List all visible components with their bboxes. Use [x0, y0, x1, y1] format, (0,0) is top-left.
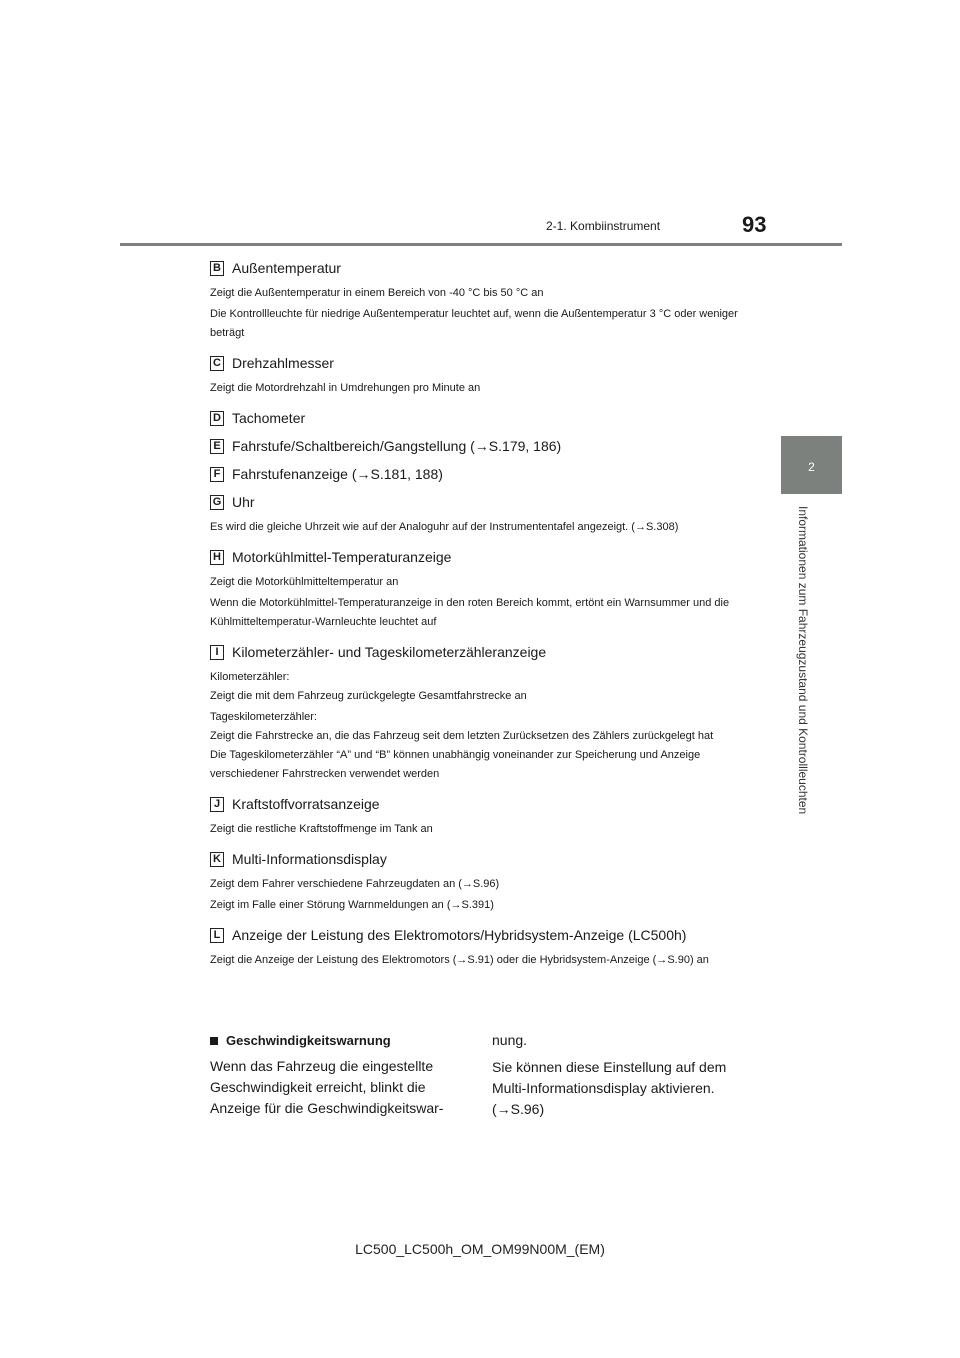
item-letter-badge: I — [210, 645, 224, 660]
item-description: Zeigt die Motorkühlmitteltemperatur an — [210, 576, 399, 588]
item-description: Zeigt die Außentemperatur in einem Bereich von -40 °C bis 50 °C an — [210, 287, 544, 299]
item-letter-badge: L — [210, 928, 224, 943]
item-letter-badge: G — [210, 495, 224, 510]
item-description: Die Kontrollleuchte für niedrige Außentemperatur leuchtet auf, wenn die Außentemperatur 3 °C oder weniger beträgt — [210, 308, 738, 339]
item-letter-badge: F — [210, 467, 224, 482]
item-letter-badge: H — [210, 550, 224, 565]
item-description: Wenn die Motorkühlmittel-Temperaturanzeige in den roten Bereich kommt, ertönt ein Warnsummer und die Kühlmitteltemperatur-Warnleuchte leuchtet auf — [210, 597, 730, 628]
list-item — [210, 410, 750, 426]
item-letter-badge: E — [210, 439, 224, 454]
item-description: Es wird die gleiche Uhrzeit wie auf der Analoguhr auf der Instrumententafel angezeigt. (→S.308) — [210, 521, 679, 533]
list-item — [210, 438, 750, 454]
item-heading — [210, 410, 750, 426]
item-title: Tachometer — [232, 410, 306, 426]
item-heading — [210, 494, 750, 510]
item-title: Fahrstufenanzeige (→S.181, 188) — [232, 466, 443, 482]
list-item — [210, 927, 750, 970]
item-description: Zeigt im Falle einer Störung Warnmeldungen an (→S.391) — [210, 899, 494, 911]
item-list — [210, 260, 750, 982]
speed-warning-right-text-1: nung. — [492, 1032, 528, 1048]
list-item — [210, 260, 750, 343]
item-title: Multi-Informationsdisplay — [232, 851, 387, 867]
item-title: Außentemperatur — [232, 260, 341, 276]
item-letter-badge: D — [210, 411, 224, 426]
item-heading — [210, 260, 750, 276]
item-title: Drehzahlmesser — [232, 355, 334, 371]
item-description: Zeigt die Anzeige der Leistung des Elektromotors (→S.91) oder die Hybridsystem-Anzeige (→S.90) an — [210, 954, 709, 966]
item-letter-badge: J — [210, 797, 224, 812]
list-item — [210, 549, 750, 632]
list-item — [210, 644, 750, 784]
page-number: 93 — [742, 212, 767, 237]
item-heading — [210, 355, 750, 371]
square-bullet-icon — [210, 1037, 218, 1045]
speed-warning-heading — [210, 1030, 466, 1051]
item-title: Anzeige der Leistung des Elektromotors/Hybridsystem-Anzeige (LC500h) — [232, 927, 687, 943]
item-title: Uhr — [232, 494, 255, 510]
item-letter-badge: K — [210, 852, 224, 867]
item-description: Tageskilometerzähler: Zeigt die Fahrstrecke an, die das Fahrzeug seit dem letzten Zurücksetzen des Zählers zurückgelegt hat Die Tageskilometerzähler “A” und “B” können unabhängig voneinander zur Speicherung und Anzeige verschiedener Fahrstrecken verwendet werden — [210, 711, 714, 780]
item-description: Kilometerzähler: Zeigt die mit dem Fahrzeug zurückgelegte Gesamtfahrstrecke an — [210, 671, 527, 702]
chapter-tab — [781, 436, 842, 494]
item-description: Zeigt dem Fahrer verschiedene Fahrzeugdaten an (→S.96) — [210, 878, 500, 890]
chapter-number: 2 — [808, 460, 815, 474]
item-description: Zeigt die restliche Kraftstoffmenge im Tank an — [210, 823, 433, 835]
item-heading — [210, 549, 750, 565]
list-item — [210, 494, 750, 537]
header-divider — [120, 243, 842, 246]
item-heading — [210, 644, 750, 660]
item-letter-badge: B — [210, 261, 224, 276]
item-heading — [210, 927, 750, 943]
list-item — [210, 466, 750, 482]
item-title: Kilometerzähler- und Tageskilometerzähleranzeige — [232, 644, 547, 660]
section-title: 2-1. Kombiinstrument — [546, 219, 661, 233]
list-item — [210, 851, 750, 915]
item-title: Fahrstufe/Schaltbereich/Gangstellung (→S.179, 186) — [232, 438, 562, 454]
item-title: Kraftstoffvorratsanzeige — [232, 796, 380, 812]
item-letter-badge: C — [210, 356, 224, 371]
speed-warning-left-text: Wenn das Fahrzeug die eingestellte Geschwindigkeit erreicht, blinkt die Anzeige für die Geschwindigkeitswar- — [210, 1058, 444, 1116]
item-description: Zeigt die Motordrehzahl in Umdrehungen pro Minute an — [210, 382, 481, 394]
item-heading — [210, 851, 750, 867]
item-heading — [210, 438, 750, 454]
speed-warning-left-column — [210, 1030, 466, 1125]
speed-warning-right-text-2: Sie können diese Einstellung auf dem Multi-Informationsdisplay aktivieren. (→S.96) — [492, 1059, 727, 1117]
item-title: Motorkühlmittel-Temperaturanzeige — [232, 549, 452, 565]
chapter-title: Informationen zum Fahrzeugzustand und Kontrollleuchten — [796, 506, 810, 815]
list-item — [210, 796, 750, 839]
speed-warning-heading-text: Geschwindigkeitswarnung — [226, 1033, 391, 1048]
footer-code: LC500_LC500h_OM_OM99N00M_(EM) — [355, 1241, 605, 1257]
item-heading — [210, 796, 750, 812]
speed-warning-section — [210, 1030, 750, 1120]
speed-warning-right-column — [492, 1030, 748, 1126]
item-heading — [210, 466, 750, 482]
list-item — [210, 355, 750, 398]
